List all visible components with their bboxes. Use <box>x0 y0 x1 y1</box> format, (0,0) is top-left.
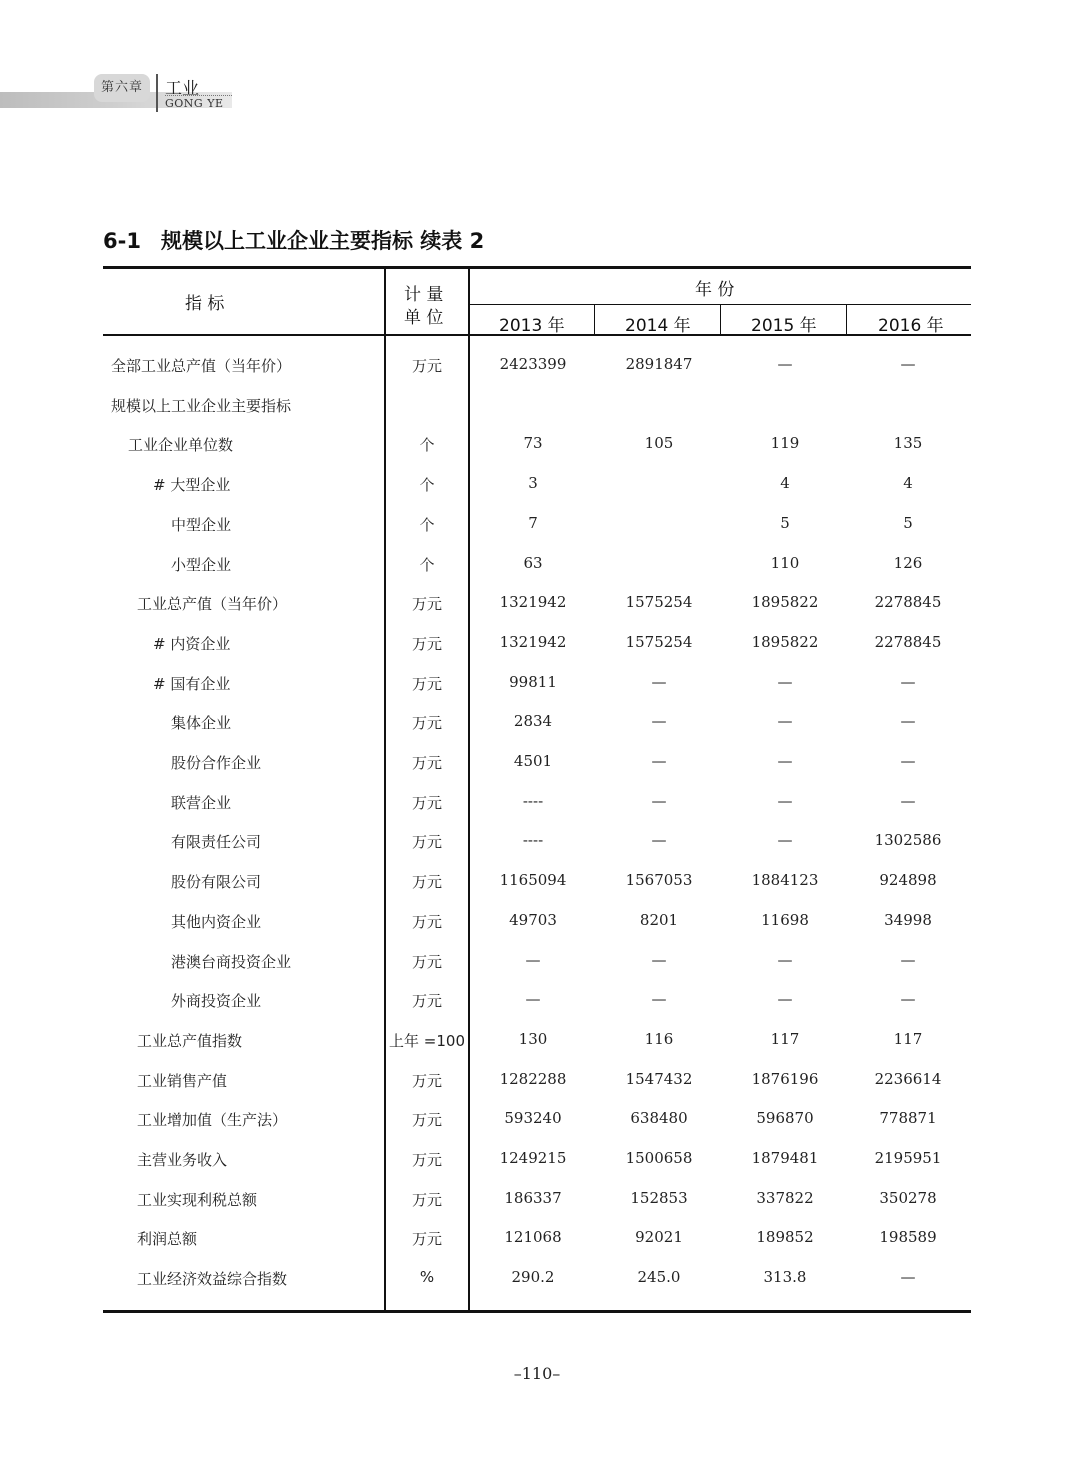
year-divider <box>846 305 847 335</box>
table-row <box>103 583 971 623</box>
header-year-2013: 2013 年 <box>499 316 565 336</box>
cell-value: 4 <box>903 474 913 493</box>
row-label: 有限责任公司 <box>171 833 262 852</box>
cell-value: 198589 <box>879 1228 937 1247</box>
table-row <box>103 901 971 941</box>
row-label: 工业总产值指数 <box>137 1031 243 1050</box>
row-label: 工业经济效益综合指数 <box>137 1270 288 1289</box>
cell-value: 63 <box>523 553 543 572</box>
table-row <box>103 782 971 822</box>
header-divider <box>156 74 158 112</box>
cell-value: 1249215 <box>499 1149 567 1167</box>
row-label: 港澳台商投资企业 <box>171 952 292 971</box>
cell-value: 92021 <box>635 1228 683 1247</box>
cell-value: — <box>777 752 793 770</box>
table-title-text: 规模以上工业企业主要指标 续表 2 <box>160 229 485 253</box>
row-unit: 万元 <box>411 714 442 733</box>
table-row <box>103 821 971 861</box>
cell-value: 121068 <box>504 1228 562 1247</box>
row-label: 股份有限公司 <box>171 873 262 892</box>
row-unit: 万元 <box>411 992 442 1011</box>
cell-value: 189852 <box>756 1228 814 1247</box>
table-number: 6-1 <box>103 229 141 253</box>
row-label: # 大型企业 <box>153 476 231 495</box>
row-label: # 国有企业 <box>153 674 231 693</box>
cell-value: — <box>900 950 916 969</box>
cell-value: — <box>651 752 667 770</box>
cell-value: 596870 <box>756 1109 814 1128</box>
row-unit: 万元 <box>411 674 442 693</box>
cell-value: 110 <box>770 553 800 572</box>
table-row <box>103 1218 971 1258</box>
cell-value: 1876196 <box>751 1069 819 1088</box>
cell-value: — <box>900 355 916 373</box>
cell-value: — <box>651 712 667 731</box>
chapter-badge: 第六章 <box>94 74 150 102</box>
cell-value: — <box>900 712 916 731</box>
table-row <box>103 1179 971 1219</box>
row-label: 中型企业 <box>171 515 232 534</box>
table-row <box>103 385 971 425</box>
cell-value: — <box>900 1268 916 1287</box>
cell-value: 2834 <box>513 712 553 731</box>
chapter-title: 工业 <box>165 79 199 99</box>
cell-value: 245.0 <box>637 1268 681 1287</box>
row-label: 工业增加值（生产法） <box>137 1111 288 1130</box>
cell-value: — <box>651 672 667 691</box>
cell-value: — <box>777 712 793 731</box>
cell-value: 1575254 <box>625 632 693 651</box>
table-row <box>103 504 971 544</box>
cell-value: 924898 <box>879 871 937 890</box>
cell-value: 99811 <box>509 672 557 691</box>
cell-value: — <box>777 950 793 969</box>
cell-value: 135 <box>893 434 923 453</box>
cell-value: 2278845 <box>874 593 942 612</box>
cell-value: 290.2 <box>511 1268 555 1287</box>
table-row <box>103 861 971 901</box>
cell-value: 593240 <box>504 1109 562 1128</box>
table-row <box>103 980 971 1020</box>
table-row <box>103 663 971 703</box>
row-label: 集体企业 <box>171 714 232 733</box>
cell-value: — <box>525 990 541 1009</box>
cell-value: 778871 <box>879 1109 937 1128</box>
row-unit: 万元 <box>411 952 442 971</box>
cell-value: 2236614 <box>874 1069 942 1088</box>
cell-value: 117 <box>770 1029 800 1048</box>
cell-value: 1567053 <box>625 871 693 890</box>
cell-value: 1302586 <box>874 831 942 850</box>
cell-value: 2195951 <box>874 1149 942 1167</box>
cell-value: ---- <box>522 791 544 810</box>
cell-value: 116 <box>644 1029 674 1048</box>
row-unit: 上年 =100 <box>389 1031 465 1050</box>
table-row <box>103 1099 971 1139</box>
row-label: 利润总额 <box>137 1230 198 1249</box>
row-unit: 万元 <box>411 793 442 812</box>
cell-value: 3 <box>528 474 538 493</box>
table-row <box>103 464 971 504</box>
cell-value: 7 <box>528 513 538 532</box>
cell-value: 1575254 <box>625 593 693 612</box>
cell-value: 313.8 <box>763 1268 807 1287</box>
cell-value: 2891847 <box>625 355 693 373</box>
data-table <box>103 266 971 1314</box>
row-unit: 万元 <box>411 595 442 614</box>
row-label: 小型企业 <box>171 555 232 574</box>
cell-value: — <box>900 791 916 810</box>
row-unit: 万元 <box>411 833 442 852</box>
cell-value: 119 <box>770 434 800 453</box>
cell-value: 117 <box>893 1029 923 1048</box>
page-number: –110– <box>513 1364 561 1383</box>
cell-value: — <box>900 990 916 1009</box>
row-label: 股份合作企业 <box>171 754 262 772</box>
row-label: 其他内资企业 <box>171 912 262 931</box>
cell-value: 1321942 <box>499 593 567 612</box>
table-row <box>103 1020 971 1060</box>
row-unit: 个 <box>419 555 435 574</box>
row-unit: 个 <box>419 436 435 455</box>
cell-value: 126 <box>893 553 923 572</box>
row-label: 全部工业总产值（当年价） <box>111 357 292 375</box>
chapter-pinyin: GONG YE <box>165 97 224 110</box>
cell-value: — <box>777 831 793 850</box>
header-year-2014: 2014 年 <box>625 316 691 336</box>
cell-value: — <box>651 831 667 850</box>
row-label: 工业实现利税总额 <box>137 1190 258 1209</box>
row-unit: 万元 <box>411 634 442 653</box>
row-unit: 万元 <box>411 912 442 931</box>
cell-value: 152853 <box>630 1188 688 1207</box>
row-unit: 万元 <box>411 1190 442 1209</box>
cell-value: 1879481 <box>751 1149 819 1167</box>
cell-value: 1895822 <box>751 632 819 651</box>
cell-value: — <box>900 672 916 691</box>
header-year-2015: 2015 年 <box>751 316 817 336</box>
cell-value: 73 <box>523 434 543 453</box>
row-unit: 个 <box>419 515 435 534</box>
cell-value: 5 <box>903 513 913 532</box>
cell-value: 337822 <box>756 1188 814 1207</box>
row-label: 工业销售产值 <box>137 1071 228 1090</box>
row-label: 联营企业 <box>171 793 232 812</box>
table-row <box>103 1060 971 1100</box>
table-row <box>103 941 971 981</box>
row-unit: 万元 <box>411 357 442 375</box>
cell-value: 186337 <box>504 1188 562 1207</box>
table-row <box>103 345 971 385</box>
cell-value: 1165094 <box>499 871 567 890</box>
cell-value: 2423399 <box>499 355 567 373</box>
cell-value: 2278845 <box>874 632 942 651</box>
table-top-rule <box>103 266 971 269</box>
table-title <box>103 225 484 255</box>
header-year-group: 年 份 <box>695 280 735 300</box>
row-unit: 万元 <box>411 873 442 892</box>
year-divider <box>594 305 595 335</box>
table-row <box>103 544 971 584</box>
cell-value: 4 <box>780 474 790 493</box>
table-bottom-rule <box>103 1310 971 1313</box>
header-dotted-rule <box>165 95 232 96</box>
cell-value: — <box>900 752 916 770</box>
cell-value: 1547432 <box>625 1069 693 1088</box>
cell-value: 4501 <box>513 752 553 770</box>
row-unit: % <box>419 1268 435 1287</box>
cell-value: 1500658 <box>625 1149 693 1167</box>
row-unit: 个 <box>419 476 435 495</box>
cell-value: — <box>651 791 667 810</box>
cell-value: 49703 <box>509 910 557 929</box>
cell-value: 1884123 <box>751 871 819 890</box>
cell-value: 34998 <box>884 910 932 929</box>
cell-value: — <box>525 950 541 969</box>
table-row <box>103 1258 971 1298</box>
row-unit: 万元 <box>411 1230 442 1249</box>
row-unit: 万元 <box>411 754 442 772</box>
table-row <box>103 1139 971 1179</box>
cell-value: — <box>777 355 793 373</box>
cell-value: — <box>777 791 793 810</box>
cell-value: 1321942 <box>499 632 567 651</box>
cell-value: ---- <box>522 831 544 850</box>
row-label: 规模以上工业企业主要指标 <box>111 396 292 415</box>
cell-value: 1282288 <box>499 1069 567 1088</box>
cell-value: — <box>777 990 793 1009</box>
table-row <box>103 623 971 663</box>
row-label: 工业总产值（当年价） <box>137 595 288 614</box>
row-unit: 万元 <box>411 1111 442 1130</box>
cell-value: 5 <box>780 513 790 532</box>
cell-value: 105 <box>644 434 674 453</box>
row-label: 工业企业单位数 <box>128 436 234 455</box>
header-unit-line2: 单 位 <box>404 308 444 328</box>
cell-value: 1895822 <box>751 593 819 612</box>
cell-value: 638480 <box>630 1109 688 1128</box>
cell-value: 8201 <box>639 910 679 929</box>
cell-value: — <box>777 672 793 691</box>
row-label: # 内资企业 <box>153 634 231 653</box>
header-indicator: 指 标 <box>185 294 225 314</box>
year-divider <box>720 305 721 335</box>
table-row <box>103 424 971 464</box>
cell-value: — <box>651 950 667 969</box>
row-unit: 万元 <box>411 1071 442 1090</box>
table-row <box>103 742 971 782</box>
cell-value: 11698 <box>761 910 809 929</box>
row-label: 外商投资企业 <box>171 992 262 1011</box>
row-label: 主营业务收入 <box>137 1151 228 1169</box>
cell-value: 130 <box>518 1029 548 1048</box>
cell-value: 350278 <box>879 1188 937 1207</box>
cell-value: — <box>651 990 667 1009</box>
header-unit-line1: 计 量 <box>404 285 444 305</box>
row-unit: 万元 <box>411 1151 442 1169</box>
table-row <box>103 702 971 742</box>
header-year-2016: 2016 年 <box>878 316 944 336</box>
